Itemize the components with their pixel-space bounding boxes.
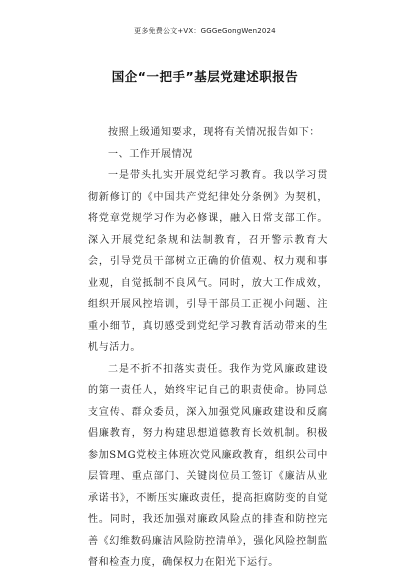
document-body [88, 122, 328, 574]
document-title: 国企“一把手”基层党建述职报告 [111, 69, 299, 84]
header-note: 更多免费公文+VX：GGGeGongWen2024 [134, 27, 276, 35]
body-paragraph: 一是带头扎实开展党纪学习教育。我以学习贯彻新修订的《中国共产党纪律处分条例》为契机，将党章党规学习作为必修课，融入日常支部工作。深入开展党纪条规和法制教育，召开警示教育大会，引导党员干部树立正确的价值观、权力观和事业观，自觉抵制不良风气。同时，放大工作成效，组织开展风控培训，引导干部员工正视小问题、注重小细节，真切感受到党纪学习教育活动带来的生机与活力。 [88, 170, 328, 353]
intro-paragraph: 按照上级通知要求，现将有关情况报告如下： [108, 127, 320, 138]
section-heading: 一、工作开展情况 [108, 148, 193, 160]
body-paragraph: 二是不折不扣落实责任。我作为党风廉政建设的第一责任人，始终牢记自己的职责使命。协同总支宣传、群众委员，深入加强党风廉政建设和反腐倡廉教育，努力构建思想道德教育长效机制。积极参加SMG党校主体班次党风廉政教育，组织公司中层管理、重点部门、关键岗位员工签订《廉洁从业承诺书》，不断压实廉政责任，提高拒腐防变的自觉性。同时，我还加强对廉政风险点的排查和防控完善《幻维数码廉洁风险防控清单》，强化风险控制监督和检查力度，确保权力在阳光下运行。 [88, 363, 328, 568]
